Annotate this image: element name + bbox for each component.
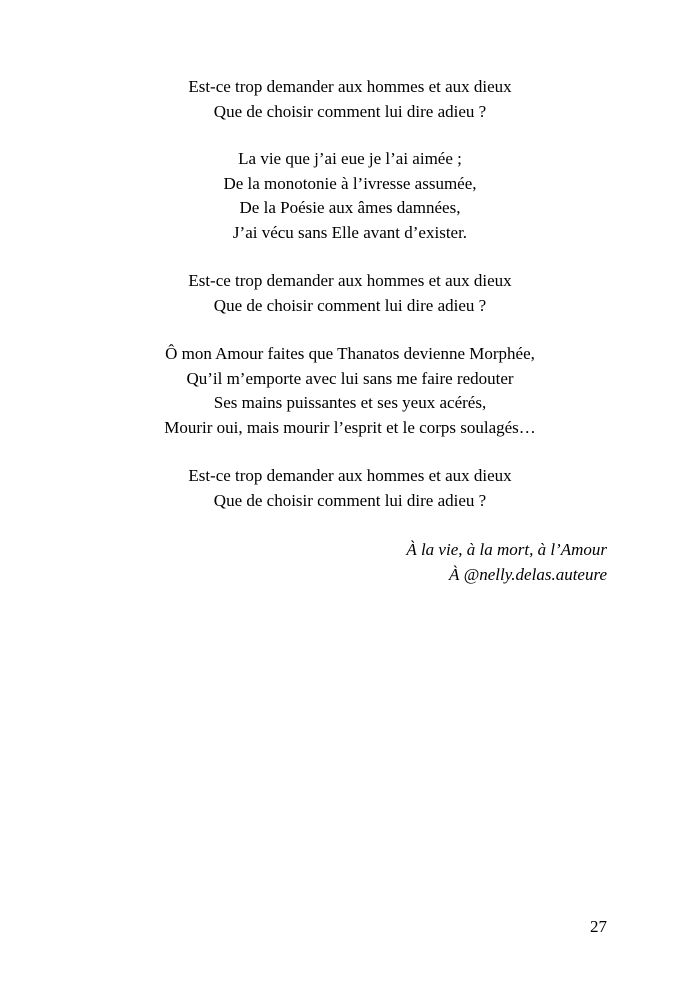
stanza-refrain-1 [0,75,700,124]
dedication-line: À @nelly.delas.auteure [448,564,607,584]
poem-line: Est-ce trop demander aux hommes et aux dieux [188,466,512,485]
poem-line: De la monotonie à l’ivresse assumée, [223,173,477,193]
poem-line: La vie que j’ai eue je l’ai aimée ; [238,149,462,168]
poem-line: Ses mains puissantes et ses yeux acérés, [213,393,487,412]
dedication [406,538,607,587]
poem-line: Est-ce trop demander aux hommes et aux dieux [188,271,512,290]
poem-line: Ô mon Amour faites que Thanatos devienne Morphée, [165,344,535,363]
dedication-line: À la vie, à la mort, à l’Amour [406,540,607,559]
stanza-refrain-3 [0,464,700,513]
poem-line: Que de choisir comment lui dire adieu ? [213,490,487,510]
poem-line: De la Poésie aux âmes damnées, [239,198,461,217]
stanza-life [0,147,700,245]
poem-line: Que de choisir comment lui dire adieu ? [213,295,487,315]
poem-line: Est-ce trop demander aux hommes et aux dieux [188,77,512,96]
page-number: 27 [590,917,607,936]
poem-line: Mourir oui, mais mourir l’esprit et le corps soulagés… [164,417,536,437]
poem-line: J’ai vécu sans Elle avant d’exister. [232,222,468,242]
poem-line: Que de choisir comment lui dire adieu ? [213,101,487,121]
stanza-love [0,342,700,440]
stanza-refrain-2 [0,269,700,318]
poem-line: Qu’il m’emporte avec lui sans me faire redouter [186,368,514,388]
